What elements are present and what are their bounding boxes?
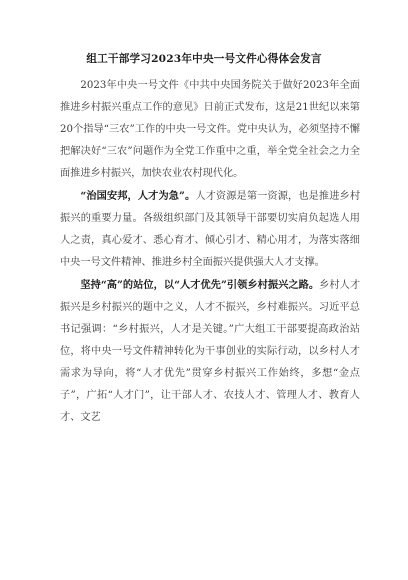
document-title: 组工干部学习2023年中央一号文件心得体会发言 bbox=[86, 53, 322, 65]
paragraph-1 bbox=[60, 74, 360, 185]
document-body bbox=[60, 74, 360, 429]
paragraph-lead: “治国安邦，人才为急”。 bbox=[80, 190, 196, 202]
paragraph-2 bbox=[60, 185, 360, 274]
paragraph-text: 人才资源是第一资源，也是推进乡村振兴的重要力量。各级组织部门及其领导干部要切实肩负起选人用人之责，真心爱才、悉心育才、倾心引才、精心用才，为落实落细中央一号文件精神、推进乡村全面振兴提供强大人才支撑。 bbox=[60, 191, 361, 268]
paragraph-lead: 坚持“高”的站位，以“人才优先”引领乡村振兴之路。 bbox=[80, 279, 320, 291]
paragraph-text: 乡村人才振兴是乡村振兴的题中之义，人才不振兴，乡村难振兴。习近平总书记强调：“乡村振兴，人才是关键。”广大组工干部要提高政治站位，将中央一号文件精神转化为干事创业的实际行动，以乡村人才需求为导向，将“人才优先”贯穿乡村振兴工作始终，多想“金点子”，广拓“人才门”，让干部人才、农技人才、管理人才、教育人才、文艺 bbox=[60, 280, 361, 423]
paragraph-text: 2023年中央一号文件《中共中央国务院关于做好2023年全面推进乡村振兴重点工作的意见》日前正式发布，这是21世纪以来第20个指导“三农”工作的中央一号文件。党中央认为，必须坚持不懈把解决好“三农”问题作为全党工作重中之重，举全党全社会之力全面推进乡村振兴，加快农业农村现代化。 bbox=[60, 80, 360, 179]
paragraph-3 bbox=[60, 274, 360, 429]
